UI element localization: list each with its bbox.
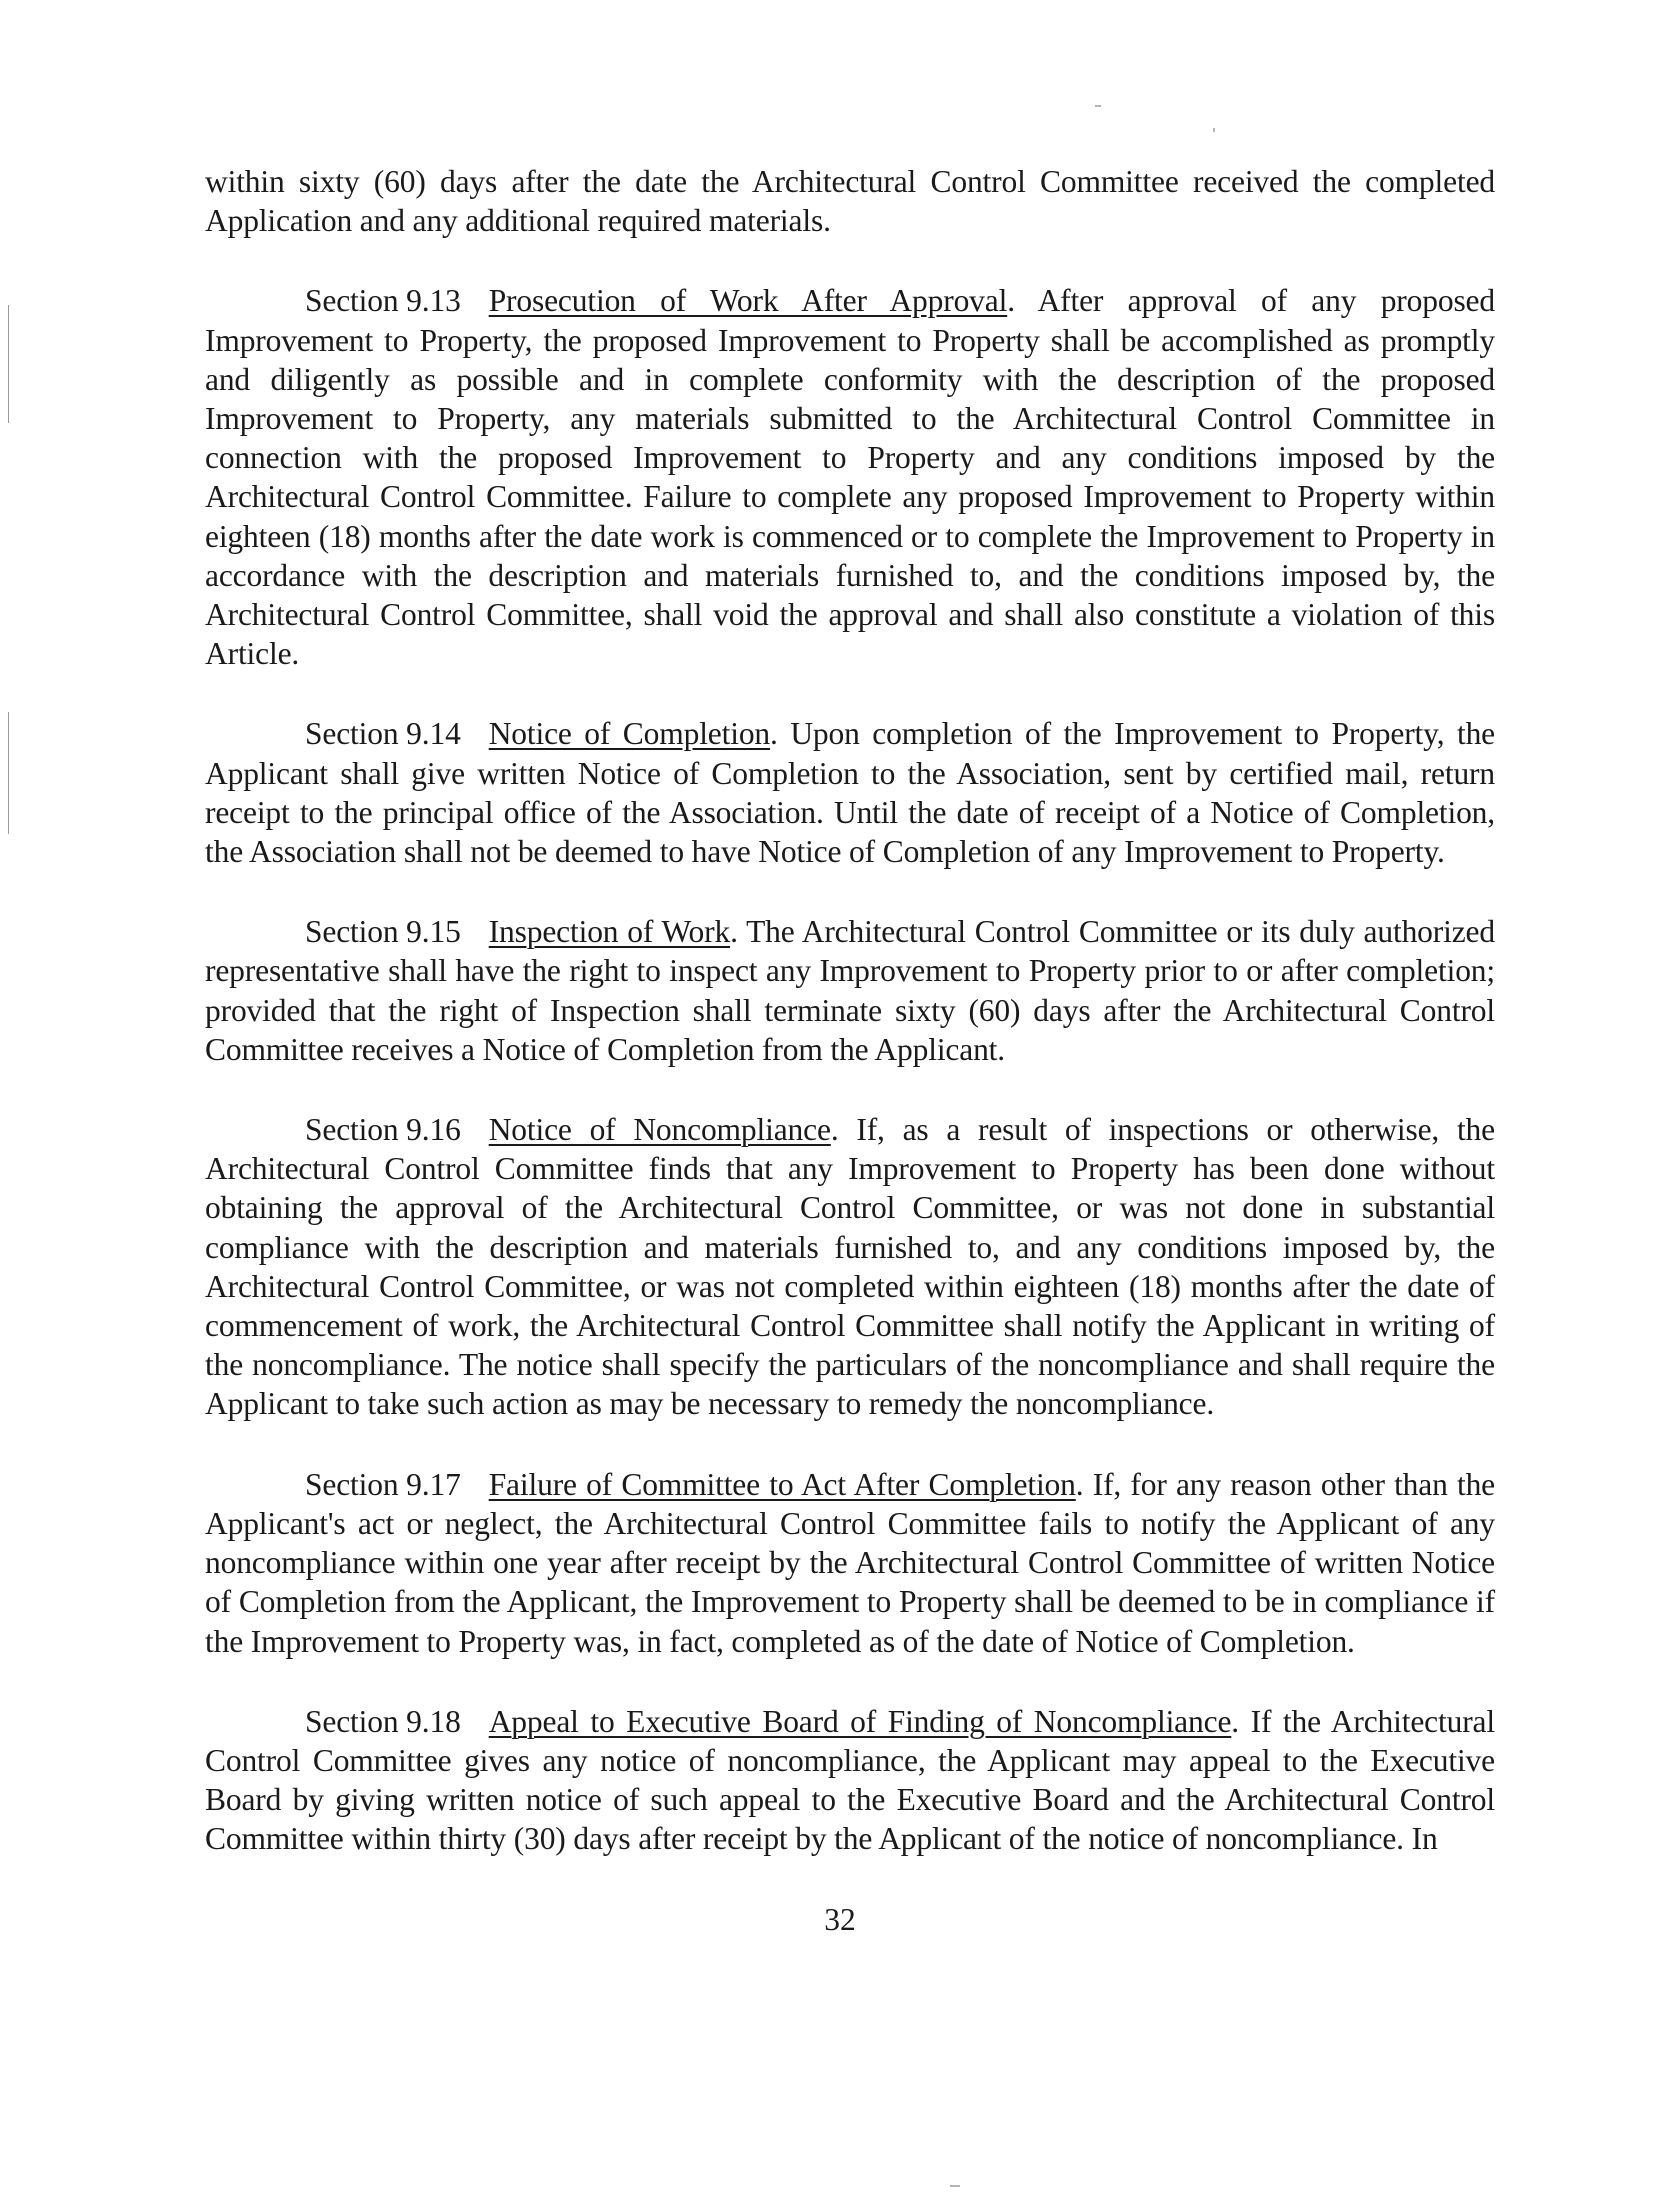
section-heading: Appeal to Executive Board of Finding of Noncompliance [488,1703,1232,1739]
section-body: If, as a result of inspections or otherwise, the Architectural Control Committee finds that any Improvement to Property has been done without obtaining the approval of the Architectural Control Committee, or was not done in substantial compliance with the description and materials furnished to, and any conditions imposed by, the Architectural Control Committee, or was not completed within eighteen (18) months after the date of commencement of work, the Architectural Control Committee shall notify the Applicant in writing of the noncompliance. The notice shall specify the particulars of the noncompliance and shall require the Applicant to take such action as may be necessary to remedy the noncompliance. [205,1112,1495,1422]
section-number: Section 9.15 [305,914,461,950]
document-body [205,162,1495,1900]
section-number: Section 9.16 [305,1112,461,1148]
section-body: The Architectural Control Committee or its duly authorized representative shall have the right to inspect any Improvement to Property prior to or after completion; provided that the right of Inspection shall terminate sixty (60) days after the Architectural Control Committee receives a Notice of Completion from the Applicant. [205,914,1495,1067]
section-9-16: Section 9.16 Notice of Noncompliance. If, as a result of inspections or otherwise, the Architectural Control Committee finds that any Improvement to Property has been done without obtaining the approval of the Architectural Control Committee, or was not done in substantial compliance with the description and materials furnished to, and any conditions imposed by, the Architectural Control Committee, or was not completed within eighteen (18) months after the date of commencement of work, the Architectural Control Committee shall notify the Applicant in writing of the noncompliance. The notice shall specify the particulars of the noncompliance and shall require the Applicant to take such action as may be necessary to remedy the noncompliance. [205,1112,1495,1422]
section-number: Section 9.14 [305,716,461,752]
section-body: If, for any reason other than the Applicant's act or neglect, the Architectural Control Committee fails to notify the Applicant of any noncompliance within one year after receipt by the Architectural Control Committee of written Notice of Completion from the Applicant, the Improvement to Property shall be deemed to be in compliance if the Improvement to Property was, in fact, completed as of the date of Notice of Completion. [205,1466,1496,1659]
section-number: Section 9.13 [305,283,461,319]
section-body: Upon completion of the Improvement to Property, the Applicant shall give written Notice of Completion to the Association, sent by certified mail, return receipt to the principal office of the Association. Until the date of receipt of a Notice of Completion, the Association shall not be deemed to have Notice of Completion of any Improvement to Property. [205,716,1495,870]
scan-speck [1095,105,1101,107]
section-9-14: Section 9.14 Notice of Completion. Upon completion of the Improvement to Property, the Applicant shall give written Notice of Completion to the Association, sent by certified mail, return receipt to the principal office of the Association. Until the date of receipt of a Notice of Completion, the Association shall not be deemed to have Notice of Completion of any Improvement to Property. [205,716,1495,870]
section-heading: Notice of Completion [488,716,771,752]
section-9-15: Section 9.15 Inspection of Work. The Architectural Control Committee or its duly authorized representative shall have the right to inspect any Improvement to Property prior to or after completion; provided that the right of Inspection shall terminate sixty (60) days after the Architectural Control Committee receives a Notice of Completion from the Applicant. [205,914,1495,1067]
section-heading: Prosecution of Work After Approval [488,283,1008,319]
section-heading: Failure of Committee to Act After Completion [488,1466,1076,1502]
section-number: Section 9.18 [305,1703,461,1739]
section-9-17: Section 9.17 Failure of Committee to Act After Completion. If, for any reason other than the Applicant's act or neglect, the Architectural Control Committee fails to notify the Applicant of any noncompliance within one year after receipt by the Architectural Control Committee of written Notice of Completion from the Applicant, the Improvement to Property shall be deemed to be in compliance if the Improvement to Property was, in fact, completed as of the date of Notice of Completion. [205,1466,1496,1659]
page-number: 32 [824,1902,856,1937]
section-9-18: Section 9.18 Appeal to Executive Board of Finding of Noncompliance. If the Architectural Control Committee gives any notice of noncompliance, the Applicant may appeal to the Executive Board by giving written notice of such appeal to the Executive Board and the Architectural Control Committee within thirty (30) days after receipt by the Applicant of the notice of noncompliance. In [205,1703,1495,1857]
section-9-13: Section 9.13 Prosecution of Work After Approval. After approval of any proposed Improvement to Property, the proposed Improvement to Property shall be accomplished as promptly and diligently as possible and in complete conformity with the description of the proposed Improvement to Property, any materials submitted to the Architectural Control Committee in connection with the proposed Improvement to Property and any conditions imposed by the Architectural Control Committee. Failure to complete any proposed Improvement to Property within eighteen (18) months after the date work is commenced or to complete the Improvement to Property in accordance with the description and materials furnished to, and the conditions imposed by, the Architectural Control Committee, shall void the approval and shall also constitute a violation of this Article. [205,283,1495,672]
scan-speck [1213,128,1215,132]
section-body: After approval of any proposed Improvement to Property, the proposed Improvement to Property shall be accomplished as promptly and diligently as possible and in complete conformity with the description of the proposed Improvement to Property, any materials submitted to the Architectural Control Committee in connection with the proposed Improvement to Property and any conditions imposed by the Architectural Control Committee. Failure to complete any proposed Improvement to Property within eighteen (18) months after the date work is commenced or to complete the Improvement to Property in accordance with the description and materials furnished to, and the conditions imposed by, the Architectural Control Committee, shall void the approval and shall also constitute a violation of this Article. [205,283,1495,672]
scan-mark [8,712,9,834]
section-heading: Inspection of Work [488,914,731,950]
section-number: Section 9.17 [305,1466,461,1502]
scan-speck [950,2185,960,2187]
section-heading: Notice of Noncompliance [488,1112,831,1148]
section-body: If the Architectural Control Committee gives any notice of noncompliance, the Applicant may appeal to the Executive Board by giving written notice of such appeal to the Executive Board and the Architectural Control Committee within thirty (30) days after receipt by the Applicant of the notice of noncompliance. In [205,1703,1495,1857]
scan-mark [8,305,9,423]
intro-paragraph: within sixty (60) days after the date the Architectural Control Committee received the completed Application and any additional required materials. [205,164,1495,239]
